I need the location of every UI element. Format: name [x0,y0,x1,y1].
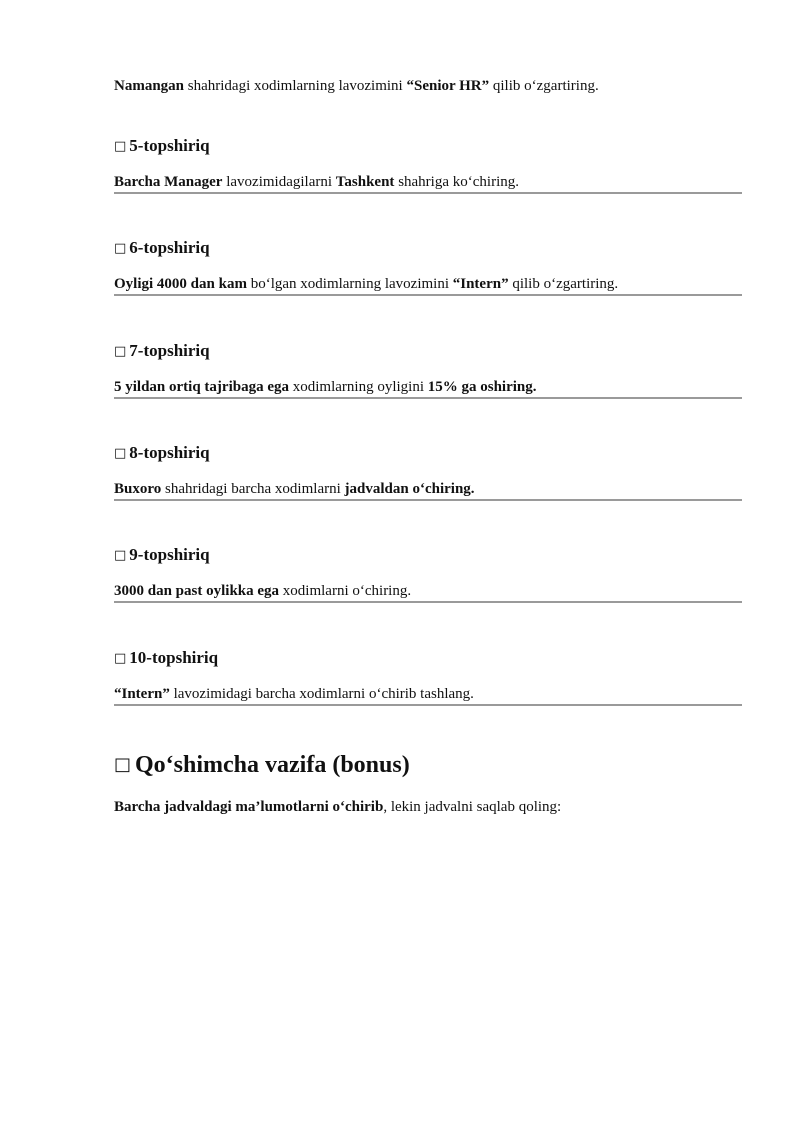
task-bold-2: “Intern” [452,276,509,292]
task-title: 5-topshiriq [129,136,210,155]
task-bold-1: 5 yildan ortiq tajribaga ega [114,379,289,395]
task-7 [114,340,742,399]
task-bold-2: Tashkent [335,174,395,190]
horizontal-rule [114,499,742,501]
task-title: 7-topshiriq [129,341,210,360]
horizontal-rule [114,601,742,603]
task-text-2: shahriga ko‘chiring. [394,174,519,190]
task-title: 6-topshiriq [129,238,210,257]
task-description [114,172,742,192]
task-bold-1: Oyligi 4000 dan kam [114,276,247,292]
task-heading [114,442,742,464]
task-8 [114,442,742,501]
bonus-title: Qo‘shimcha vazifa (bonus) [135,752,410,778]
task-description [114,684,742,704]
task-heading [114,135,742,157]
horizontal-rule [114,294,742,296]
task-5 [114,135,742,194]
checkbox-icon: □ [114,344,127,359]
task-text-1: lavozimidagilarni [222,174,336,190]
task-bold-2: jadvaldan o‘chiring. [344,481,475,497]
task-text-1: xodimlarning oyligini [289,379,428,395]
bonus-description [114,797,754,817]
checkbox-icon: □ [114,651,127,666]
task-text-1: shahridagi barcha xodimlarni [161,481,345,497]
checkbox-icon: □ [114,241,127,256]
checkbox-icon: □ [114,139,127,154]
task-description [114,377,742,397]
intro-role: “Senior HR” [406,78,490,94]
task-description [114,581,742,601]
task-heading [114,237,742,259]
task-title: 8-topshiriq [129,443,210,462]
task-heading [114,647,742,669]
task-bold-1: Barcha Manager [114,174,223,190]
checkbox-icon: □ [114,754,132,775]
intro-text-end: qilib o‘zgartiring. [489,78,599,94]
intro-paragraph [114,76,754,96]
horizontal-rule [114,397,742,399]
intro-city: Namangan [114,78,185,94]
task-description [114,274,742,294]
task-text-1: bo‘lgan xodimlarning lavozimini [246,276,453,292]
bonus-text-end: , lekin jadvalni saqlab qoling: [383,799,562,815]
task-title: 9-topshiriq [129,545,210,564]
task-bold-1: “Intern” [114,686,170,702]
task-bold-1: 3000 dan past oylikka ega [114,583,280,599]
task-title: 10-topshiriq [129,648,219,667]
task-text-2: qilib o‘zgartiring. [508,276,619,292]
checkbox-icon: □ [114,548,127,563]
horizontal-rule [114,192,742,194]
checkbox-icon: □ [114,446,127,461]
intro-text: shahridagi xodimlarning lavozimini [184,78,407,94]
task-description [114,479,742,499]
task-9 [114,544,742,603]
task-bold-2: 15% ga oshiring. [427,379,537,395]
task-10 [114,647,742,706]
horizontal-rule [114,704,742,706]
task-heading [114,544,742,566]
bonus-bold: Barcha jadvaldagi ma’lumotlarni o‘chirib [114,799,384,815]
bonus-section [114,750,754,817]
task-text-1: xodimlarni o‘chiring. [279,583,412,599]
bonus-heading [114,750,754,780]
task-heading [114,340,742,362]
task-6 [114,237,742,296]
task-bold-1: Buxoro [114,481,162,497]
task-text-1: lavozimidagi barcha xodimlarni o‘chirib tashlang. [169,686,474,702]
